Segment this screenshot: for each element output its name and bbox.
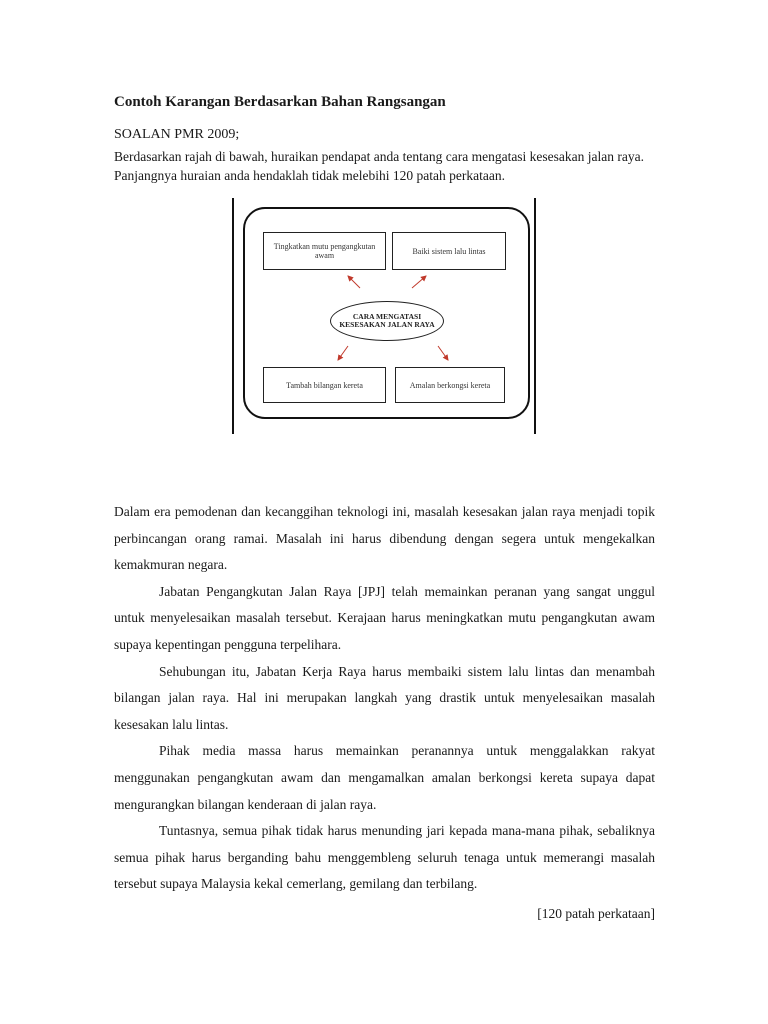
box-top-left: Tingkatkan mutu pengangkutan awam xyxy=(263,232,386,270)
essay-paragraph-2: Jabatan Pengangkutan Jalan Raya [JPJ] telah memainkan peranan yang sangat unggul untuk menyelesaikan masalah tersebut. Kerajaan harus meningkatkan mutu pengangkutan awam supaya kepentingan pengguna terpelihara. xyxy=(114,583,655,652)
document-title: Contoh Karangan Berdasarkan Bahan Rangsangan xyxy=(114,94,446,110)
stimulus-diagram xyxy=(230,198,538,434)
box-bottom-left: Tambah bilangan kereta xyxy=(263,367,386,403)
essay-paragraph-4: Pihak media massa harus memainkan peranannya untuk menggalakkan rakyat menggunakan pengangkutan awam dan mengamalkan amalan berkongsi kereta supaya dapat mengurangkan bilangan kenderaan di jalan raya. xyxy=(114,743,655,812)
essay-paragraph-3: Sehubungan itu, Jabatan Kerja Raya harus membaiki sistem lalu lintas dan menambah bilangan jalan raya. Hal ini merupakan langkah yang drastik untuk menyelesaikan masalah kesesakan lalu lintas. xyxy=(114,663,655,732)
box-bottom-right: Amalan berkongsi kereta xyxy=(395,367,505,403)
essay-paragraph-1: Dalam era pemodenan dan kecanggihan teknologi ini, masalah kesesakan jalan raya menjadi topik perbincangan orang ramai. Masalah ini harus dibendung dengan segera untuk mengekalkan kemakmuran negara. xyxy=(114,504,655,573)
word-count: [120 patah perkataan] xyxy=(537,906,655,921)
center-ellipse: CARA MENGATASI KESESAKAN JALAN RAYA xyxy=(330,301,444,341)
arrow-to-top-right xyxy=(412,276,426,288)
essay-paragraph-5: Tuntasnya, semua pihak tidak harus menunding jari kepada mana-mana pihak, sebaliknya semua pihak harus berganding bahu menggembleng seluruh tenaga untuk memerangi masalah tersebut supaya Malaysia kekal cemerlang, gemilang dan terbilang. xyxy=(114,823,655,892)
box-top-right: Baiki sistem lalu lintas xyxy=(392,232,506,270)
arrow-to-bottom-right xyxy=(438,346,448,360)
question-label: SOALAN PMR 2009; xyxy=(114,127,240,142)
arrow-to-bottom-left xyxy=(338,346,348,360)
essay-body xyxy=(114,499,655,898)
question-instruction: Berdasarkan rajah di bawah, huraikan pendapat anda tentang cara mengatasi kesesakan jalan raya. Panjangnya huraian anda hendaklah tidak melebihi 120 patah perkataan. xyxy=(114,149,645,183)
arrow-to-top-left xyxy=(348,276,360,288)
